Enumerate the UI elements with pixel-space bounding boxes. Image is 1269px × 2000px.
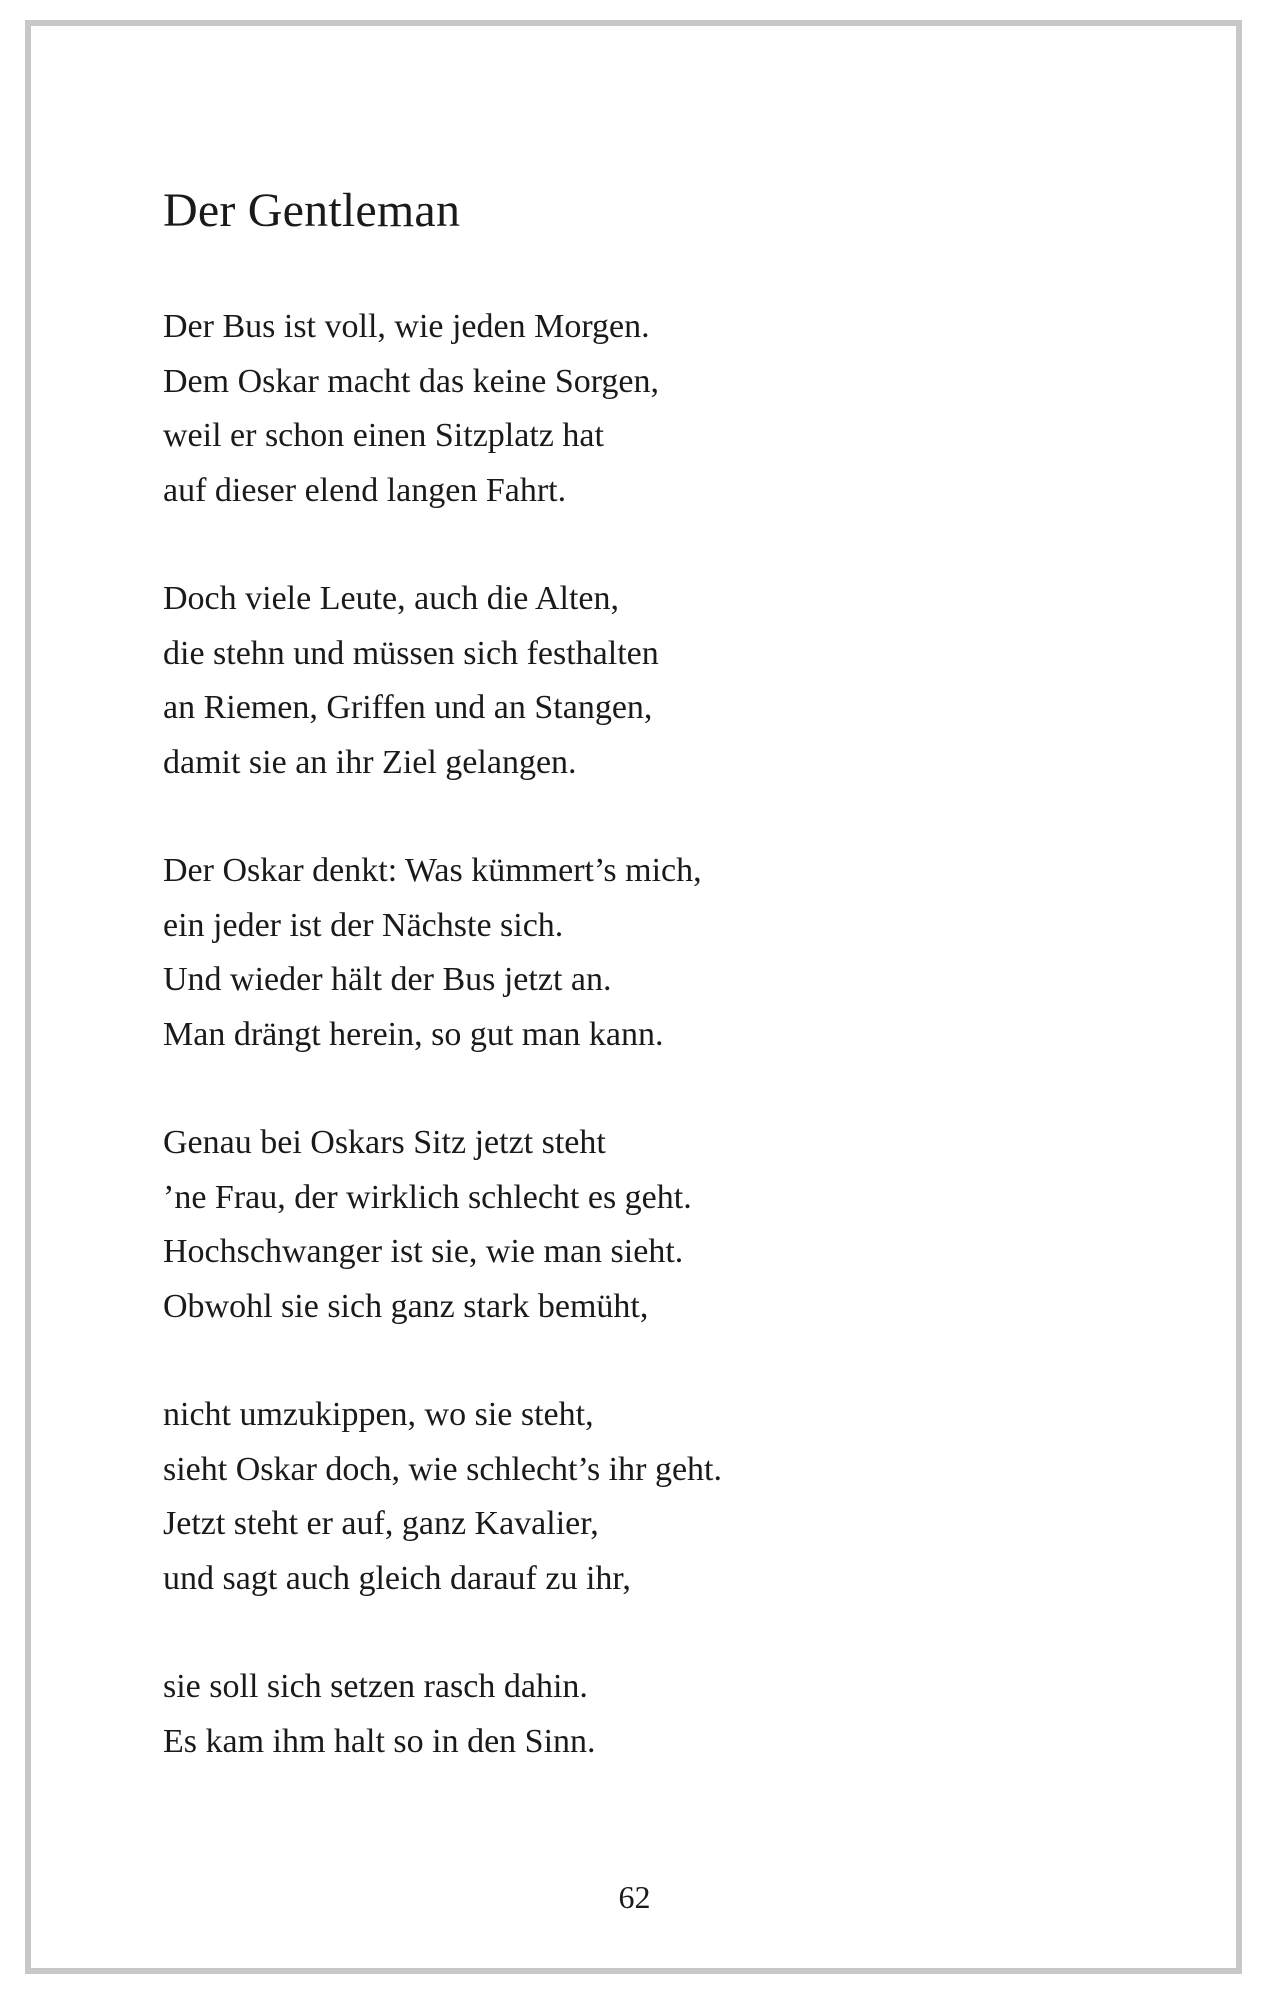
- poem-line: Obwohl sie sich ganz stark bemüht,: [163, 1287, 649, 1325]
- poem-line: Jetzt steht er auf, ganz Kavalier,: [163, 1505, 599, 1542]
- poem-line: ’ne Frau, der wirklich schlecht es geht.: [163, 1178, 692, 1216]
- stanza-3: [163, 844, 1163, 1062]
- poem-line: Der Oskar denkt: Was kümmert’s mich,: [163, 852, 702, 889]
- poem-line: sieht Oskar doch, wie schlecht’s ihr geht.: [163, 1450, 722, 1488]
- poem-line: Der Bus ist voll, wie jeden Morgen.: [163, 308, 650, 345]
- stanza-4: [163, 1116, 1163, 1334]
- page-number: 62: [618, 1879, 651, 1915]
- poem-line: die stehn und müssen sich festhalten: [163, 634, 659, 672]
- stanza-2: [163, 572, 1163, 790]
- stanza-5: [163, 1388, 1163, 1606]
- poem-line: sie soll sich setzen rasch dahin.: [163, 1668, 588, 1705]
- poem-line: weil er schon einen Sitzplatz hat: [163, 417, 604, 454]
- poem-body: [163, 300, 1163, 1823]
- poem-line: Und wieder hält der Bus jetzt an.: [163, 961, 612, 998]
- poem-line: Es kam ihm halt so in den Sinn.: [163, 1722, 596, 1760]
- poem-line: Genau bei Oskars Sitz jetzt steht: [163, 1124, 606, 1161]
- poem-line: damit sie an ihr Ziel gelangen.: [163, 743, 577, 781]
- poem-line: auf dieser elend langen Fahrt.: [163, 471, 567, 509]
- poem-line: an Riemen, Griffen und an Stangen,: [163, 689, 653, 726]
- poem-line: nicht umzukippen, wo sie steht,: [163, 1396, 594, 1433]
- poem-title: Der Gentleman: [163, 184, 461, 237]
- poem-line: Man drängt herein, so gut man kann.: [163, 1015, 664, 1053]
- poem-line: und sagt auch gleich darauf zu ihr,: [163, 1559, 631, 1597]
- poem-line: Doch viele Leute, auch die Alten,: [163, 580, 619, 617]
- poem-line: Dem Oskar macht das keine Sorgen,: [163, 362, 660, 400]
- stanza-6: [163, 1660, 1163, 1769]
- poem-line: ein jeder ist der Nächste sich.: [163, 906, 564, 944]
- poem-line: Hochschwanger ist sie, wie man sieht.: [163, 1233, 684, 1270]
- stanza-1: [163, 300, 1163, 518]
